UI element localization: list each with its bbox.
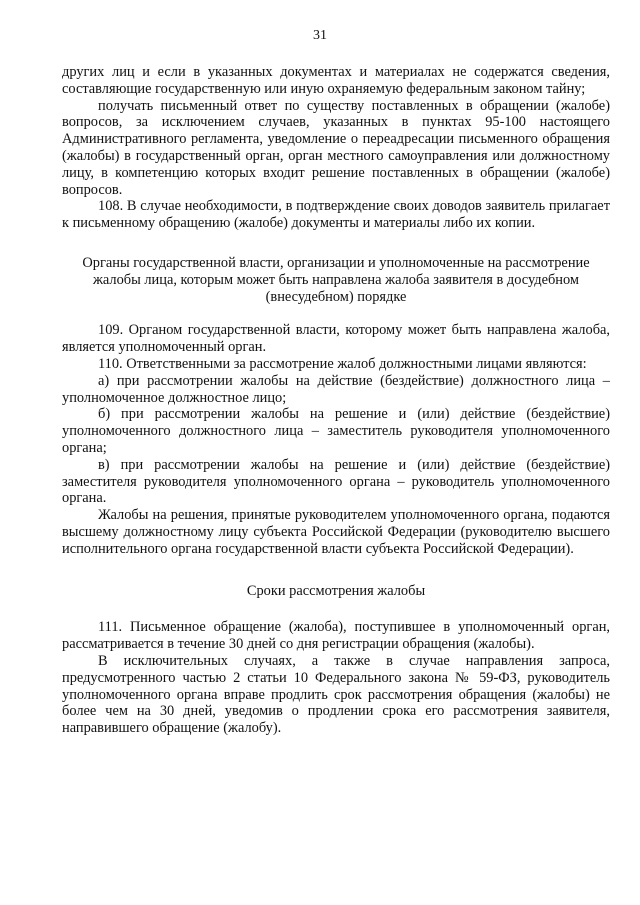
section-heading-terms: Сроки рассмотрения жалобы [246,582,426,599]
paragraph-complaints-higher: Жалобы на решения, принятые руководителем уполномоченного органа, подаются высшему должностному лицу субъекта Российской Федерации (руководителю высшего исполнительного органа государственной власти субъекта Российской Федерации). [62,507,610,557]
paragraph-111: 111. Письменное обращение (жалоба), поступившее в уполномоченный орган, рассматривается в течение 30 дней со дня регистрации обращения (жалобы). [62,619,610,653]
paragraph-108: 108. В случае необходимости, в подтверждение своих доводов заявитель прилагает к письменному обращению (жалобе) документы и материалы либо их копии. [62,198,610,232]
section-heading-bodies: Органы государственной власти, организации и уполномоченные на рассмотрение жалобы лица, которым может быть направлена жалоба заявителя в досудебном (внесудебном) порядке [82,254,590,305]
paragraph-exceptional-cases: В исключительных случаях, а также в случае направления запроса, предусмотренного частью 2 статьи 10 Федерального закона № 59-ФЗ, руководитель уполномоченного органа вправе продлить срок рассмотрения обращения (жалобы) не более чем на 30 дней, уведомив о продлении срока его рассмотрения заявителя, направившего обращение (жалобу). [62,652,610,737]
paragraph-109: 109. Органом государственной власти, которому может быть направлена жалоба, является уполномоченный орган. [62,322,610,356]
paragraph-continuation: других лиц и если в указанных документах и материалах не содержатся сведения, составляющие государственную или иную охраняемую федеральным законом тайну; [62,64,610,97]
list-item-b: б) при рассмотрении жалобы на решение и (или) действие (бездействие) уполномоченного должностного лица – заместитель руководителя уполномоченного органа; [62,406,610,456]
paragraph-110: 110. Ответственными за рассмотрение жалоб должностными лицами являются: [98,355,587,372]
paragraph: получать письменный ответ по существу поставленных в обращении (жалобе) вопросов, за исключением случаев, указанных в пунктах 95-100 настоящего Административного регламента, уведомление о переадресации письменного обращения (жалобы) в государственный орган, орган местного самоуправления или должностному лицу, в компетенцию которых входит решение поставленных в обращении (жалобе) вопросов. [62,97,610,198]
list-item-v: в) при рассмотрении жалобы на решение и (или) действие (бездействие) заместителя руководителя уполномоченного органа – руководитель уполномоченного органа. [62,456,610,507]
list-item-a: а) при рассмотрении жалобы на действие (бездействие) должностного лица – уполномоченное должностное лицо; [62,372,610,406]
document-body [62,64,610,737]
page-number: 31 [313,28,327,43]
